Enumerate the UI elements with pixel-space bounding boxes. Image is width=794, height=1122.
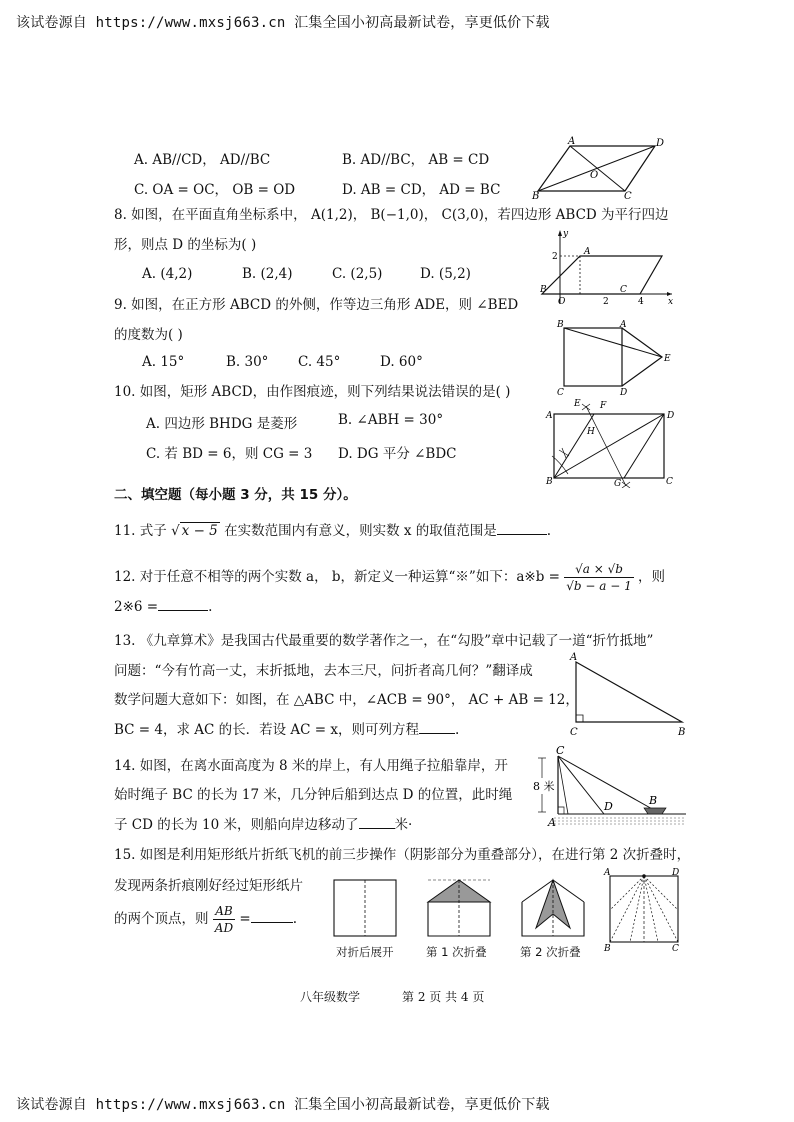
q15-text-line3-pre: 的两个顶点，则 xyxy=(114,911,209,927)
q14-line3 xyxy=(114,814,412,835)
q10-option-b: B. ∠ABH = 30° xyxy=(338,412,444,428)
q10-label-d: D xyxy=(667,411,675,421)
q13-text-line1: 13. 《九章算术》是我国古代最重要的数学著作之一，在“勾股”章中记载了一道“折竹抵地” xyxy=(114,633,654,649)
page-footer-source: 该试卷源自 https://www.mxsj663.cn 汇集全国小初高最新试卷，享更低价下载 xyxy=(16,1097,550,1113)
q8-label-tick-y2: 2 xyxy=(552,252,558,262)
q15-ratio-fraction xyxy=(213,903,235,936)
q10-label-g: G xyxy=(614,479,622,488)
q14-shore-boat-figure xyxy=(528,744,690,828)
q15-text-end: . xyxy=(292,911,297,927)
q9-option-c: C. 45° xyxy=(298,354,341,370)
q14-label-c: C xyxy=(556,744,565,757)
q14-text-line2: 始时绳子 BC 的长为 17 米，几分钟后船到达点 D 的位置，此时绳 xyxy=(114,787,513,803)
q12-answer-blank[interactable] xyxy=(158,596,208,611)
q15-answer-blank[interactable] xyxy=(251,908,293,923)
q15-fraction-denominator: AD xyxy=(214,921,234,935)
page-header-source: 该试卷源自 https://www.mxsj663.cn 汇集全国小初高最新试卷，享更低价下载 xyxy=(16,15,550,31)
q11-sqrt: √ x − 5 xyxy=(171,523,218,539)
q12-denominator: √b − a − 1 xyxy=(566,579,632,593)
q7-label-a: A xyxy=(568,136,576,147)
q14-label-b: B xyxy=(649,794,658,807)
q14-label-a: A xyxy=(548,816,556,828)
q12-text-line2: 2※6 = xyxy=(114,599,159,615)
q11-text-end: . xyxy=(546,523,552,539)
q10-rectangle-construction-figure xyxy=(544,396,676,488)
q12-text-post: ，则 xyxy=(638,569,666,585)
q7-label-o: O xyxy=(590,170,599,181)
q11-answer-blank[interactable] xyxy=(497,520,547,535)
q9-label-e: E xyxy=(664,354,671,364)
footer-page-number: 第 2 页 共 4 页 xyxy=(402,990,485,1004)
q15-text-line2: 发现两条折痕刚好经过矩形纸片 xyxy=(114,878,303,894)
q8-option-a: A. (4,2) xyxy=(142,266,193,282)
q8-text-line2: 形，则点 D 的坐标为( ) xyxy=(114,237,257,253)
q15-caption-unfolded: 对折后展开 xyxy=(336,945,394,959)
q12-line2 xyxy=(114,596,212,617)
q10-option-d: D. DG 平分 ∠BDC xyxy=(338,446,457,462)
q10-label-a: A xyxy=(546,411,553,421)
q10-label-h: H xyxy=(587,427,595,437)
q9-text-line1: 9. 如图，在正方形 ABCD 的外侧，作等边三角形 ADE，则 ∠BED xyxy=(114,297,519,313)
q8-label-x: x xyxy=(668,297,674,307)
q12-text-pre: 12. 对于任意不相等的两个实数 a， b，新定义一种运算“※”如下：a※b = xyxy=(114,569,560,585)
q15-fold-step-first xyxy=(424,876,494,938)
q11-text xyxy=(114,520,551,541)
q8-label-tick-x4: 4 xyxy=(638,297,644,307)
q11-text-post: 在实数范围内有意义，则实数 x 的取值范围是 xyxy=(224,523,497,539)
q10-label-f: F xyxy=(600,401,607,411)
q14-label-d: D xyxy=(604,800,613,813)
q8-coordinate-figure xyxy=(540,226,680,308)
q9-option-b: B. 30° xyxy=(226,354,269,370)
q10-option-a: A. 四边形 BHDG 是菱形 xyxy=(146,416,298,432)
q15-label-b: B xyxy=(604,944,611,952)
q13-label-a: A xyxy=(570,652,578,663)
q9-text-line2: 的度数为( ) xyxy=(114,327,183,343)
footer-subject: 八年级数学 xyxy=(300,990,361,1004)
q11-radicand: x − 5 xyxy=(181,523,218,539)
q9-option-d: D. 60° xyxy=(380,354,423,370)
q8-label-a: A xyxy=(584,247,591,257)
q13-answer-blank[interactable] xyxy=(419,719,455,734)
q12-text-end: . xyxy=(208,599,213,615)
q8-option-d: D. (5,2) xyxy=(420,266,471,282)
q15-caption-second-fold: 第 2 次折叠 xyxy=(520,945,581,959)
q15-text-line1: 15. 如图是利用矩形纸片折纸飞机的前三步操作（阴影部分为重叠部分），在进行第 2 次折叠时， xyxy=(114,847,691,863)
q10-label-e: E xyxy=(574,399,581,409)
q9-square-triangle-figure xyxy=(554,318,674,396)
q14-answer-blank[interactable] xyxy=(359,814,395,829)
q15-fold-crease-figure xyxy=(600,866,688,952)
q10-option-c: C. 若 BD = 6，则 CG = 3 xyxy=(146,446,313,462)
q8-text-line1: 8. 如图，在平面直角坐标系中， A(1,2)， B(−1,0)， C(3,0)，若四边形 ABCD 为平行四边 xyxy=(114,207,669,223)
q14-text-line3: 子 CD 的长为 10 米，则船向岸边移动了 xyxy=(114,817,359,833)
q13-text-line2: 问题：“今有竹高一丈，末折抵地，去本三尺，问折者高几何？”翻译成 xyxy=(114,663,533,679)
q15-line3 xyxy=(114,902,297,936)
q12-text xyxy=(114,560,665,594)
q12-numerator: √a × √b xyxy=(564,561,633,578)
q15-fraction-numerator: AB xyxy=(213,903,235,920)
q9-label-b: B xyxy=(557,320,564,330)
q13-text-line3: 数学问题大意如下：如图，在 △ABC 中，∠ACB = 90°， AC + AB = 12， xyxy=(114,692,579,708)
q8-label-y: y xyxy=(563,229,569,239)
q14-text-line1: 14. 如图，在离水面高度为 8 米的岸上，有人用绳子拉船靠岸，开 xyxy=(114,758,508,774)
q10-text-line1: 10. 如图，矩形 ABCD，由作图痕迹，则下列结果说法错误的是( ) xyxy=(114,384,511,400)
q15-fold-step-unfolded xyxy=(330,876,400,938)
q10-label-c: C xyxy=(666,477,673,487)
q9-label-d: D xyxy=(620,388,628,396)
q13-text-end: . xyxy=(455,722,460,738)
q8-label-o: O xyxy=(558,297,566,307)
q8-option-b: B. (2,4) xyxy=(242,266,293,282)
q7-option-a: A. AB//CD， AD//BC xyxy=(134,152,271,168)
q7-label-d: D xyxy=(656,138,665,149)
q14-label-height: 8 米 xyxy=(533,780,555,793)
q14-text-end: 米· xyxy=(394,817,413,833)
q7-option-b: B. AD//BC， AB = CD xyxy=(342,152,490,168)
q13-line4 xyxy=(114,719,459,740)
q13-right-triangle-figure xyxy=(566,650,692,738)
q15-caption-first-fold: 第 1 次折叠 xyxy=(426,945,487,959)
q15-label-d: D xyxy=(672,868,680,878)
q13-label-b: B xyxy=(678,727,686,738)
section-fill-in-blank-title: 二、填空题（每小题 3 分，共 15 分）。 xyxy=(114,487,357,503)
q15-label-a: A xyxy=(604,868,611,878)
q7-parallelogram-figure xyxy=(530,136,670,200)
q10-label-b: B xyxy=(546,477,553,487)
q8-label-c: C xyxy=(620,285,627,295)
q9-label-a: A xyxy=(620,320,627,330)
q7-label-b: B xyxy=(532,191,540,200)
q11-text-pre: 11. 式子 xyxy=(114,523,167,539)
q13-text-line4: BC = 4，求 AC 的长．若设 AC = x，则可列方程 xyxy=(114,722,420,738)
q15-fold-step-second xyxy=(518,876,588,938)
q9-label-c: C xyxy=(557,388,564,396)
q15-label-c: C xyxy=(672,944,679,952)
q8-label-b: B xyxy=(540,285,547,295)
q13-label-c: C xyxy=(570,727,578,738)
q7-label-c: C xyxy=(624,191,632,200)
q7-option-c: C. OA = OC， OB = OD xyxy=(134,182,296,198)
q7-option-d: D. AB = CD， AD = BC xyxy=(342,182,501,198)
q8-option-c: C. (2,5) xyxy=(332,266,383,282)
q9-option-a: A. 15° xyxy=(142,354,185,370)
q12-definition-fraction xyxy=(564,561,633,594)
q8-label-tick-x2: 2 xyxy=(603,297,609,307)
q15-text-line3-post: = xyxy=(239,911,251,927)
